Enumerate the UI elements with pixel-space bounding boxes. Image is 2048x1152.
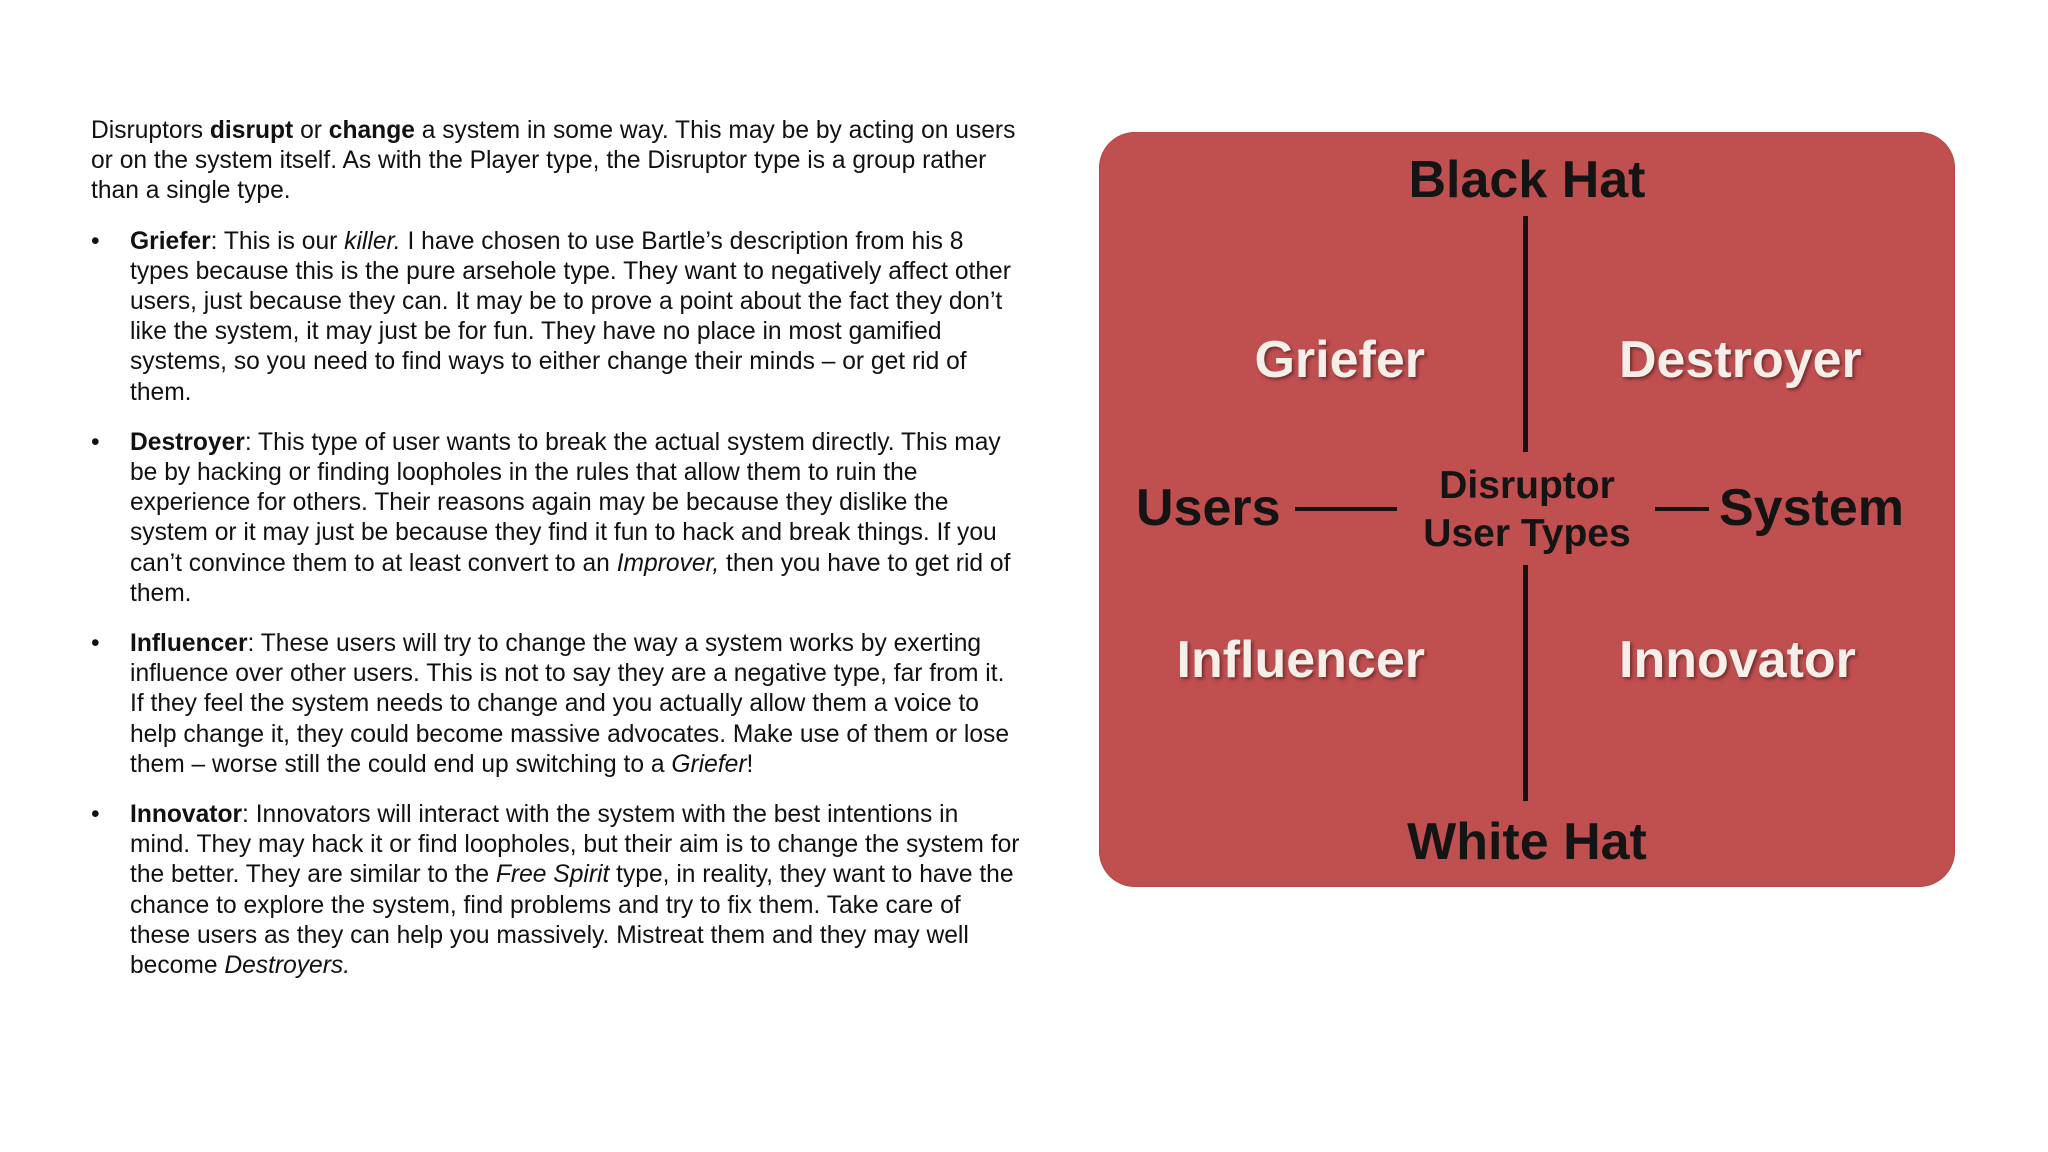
bullet-text: type, in reality, they want to have the chance to explore the system, find problems and try to fix them. Take care of these users as they can help you massively. Mistreat them and they may well become [130, 861, 1014, 980]
bullet-text: : This type of user wants to break the actual system directly. This may be by hacking or finding loopholes in the rules that allow them to ruin the experience for others. Their reasons again may be because they dislike the system or it may just be because they find it fun to hack and break things. If you can’t convince them to at least convert to an [130, 428, 1001, 577]
axis-label-system: System [1719, 479, 1904, 537]
axis-label-white-hat: White Hat [1407, 813, 1647, 871]
bullet-icon: • [91, 428, 100, 456]
bullet-icon: • [91, 630, 100, 658]
quadrant-label-influencer: Influencer [1176, 631, 1425, 689]
bullet-term: Griefer [130, 227, 211, 255]
intro-text-1: Disruptors [91, 117, 210, 144]
bullet-text: I have chosen to use Bartle’s description from his 8 types because this is the pure arsehole type. They want to negatively affect other users, just because they can. It may be to prove a point about the fact they don’t like the system, it may just be for fun. They have no place in most gamified systems, so you need to find ways to either change their minds – or get rid of them. [130, 227, 1011, 406]
quadrant-label-innovator: Innovator [1619, 631, 1856, 689]
vertical-axis-bottom-line [1523, 565, 1528, 801]
center-label [1377, 462, 1677, 557]
bullet-text: : These users will try to change the way a system works by exerting influence over other users. This is not to say they are a negative type, far from it. If they feel the system needs to change and you actually allow them a voice to help change it, they could become massive advocates. Make use of them or lose them – worse still the could end up switching to a [130, 630, 1010, 778]
center-label-line-1: Disruptor [1439, 464, 1615, 507]
intro-bold-disrupt: disrupt [209, 117, 294, 144]
bullet-item-innovator [91, 800, 1021, 981]
axis-label-black-hat: Black Hat [1408, 151, 1646, 209]
bullet-item-destroyer [91, 428, 1021, 609]
intro-text-2: or [293, 117, 329, 144]
intro-text-3: a system in some way. This may be by acting on users or on the system itself. As with the Player type, the Disruptor type is a group rather than a single type. [91, 117, 1016, 205]
bullet-list [91, 227, 1021, 982]
quadrant-label-destroyer: Destroyer [1619, 331, 1862, 389]
bullet-emphasis: Griefer [671, 750, 747, 778]
vertical-axis-top-line [1523, 216, 1528, 452]
bullet-text: : This is our [210, 227, 345, 255]
bullet-item-griefer [91, 227, 1021, 408]
quadrant-label-griefer: Griefer [1254, 331, 1425, 389]
center-label-line-2: User Types [1423, 511, 1631, 555]
bullet-icon: • [91, 801, 100, 829]
bullet-text: ! [746, 750, 754, 778]
bullet-term: Destroyer [130, 428, 245, 456]
bullet-emphasis: Free Spirit [495, 861, 610, 889]
text-panel [91, 116, 1021, 1001]
bullet-emphasis: killer. [344, 227, 401, 255]
bullet-item-influencer [91, 629, 1021, 780]
bullet-text: then you have to get rid of them. [130, 549, 1011, 607]
axis-label-users: Users [1136, 479, 1281, 537]
disruptor-types-diagram [1099, 132, 1955, 887]
bullet-term: Innovator [130, 801, 243, 829]
intro-bold-change: change [328, 117, 415, 144]
bullet-emphasis: Destroyers. [224, 952, 351, 980]
bullet-term: Influencer [130, 630, 248, 658]
intro-paragraph [91, 116, 1021, 207]
bullet-icon: • [91, 227, 100, 255]
bullet-emphasis: Improver, [616, 549, 720, 577]
bullet-text: : Innovators will interact with the system with the best intentions in mind. They may hack it or find loopholes, but their aim is to change the system for the better. They are similar to the [130, 801, 1020, 889]
